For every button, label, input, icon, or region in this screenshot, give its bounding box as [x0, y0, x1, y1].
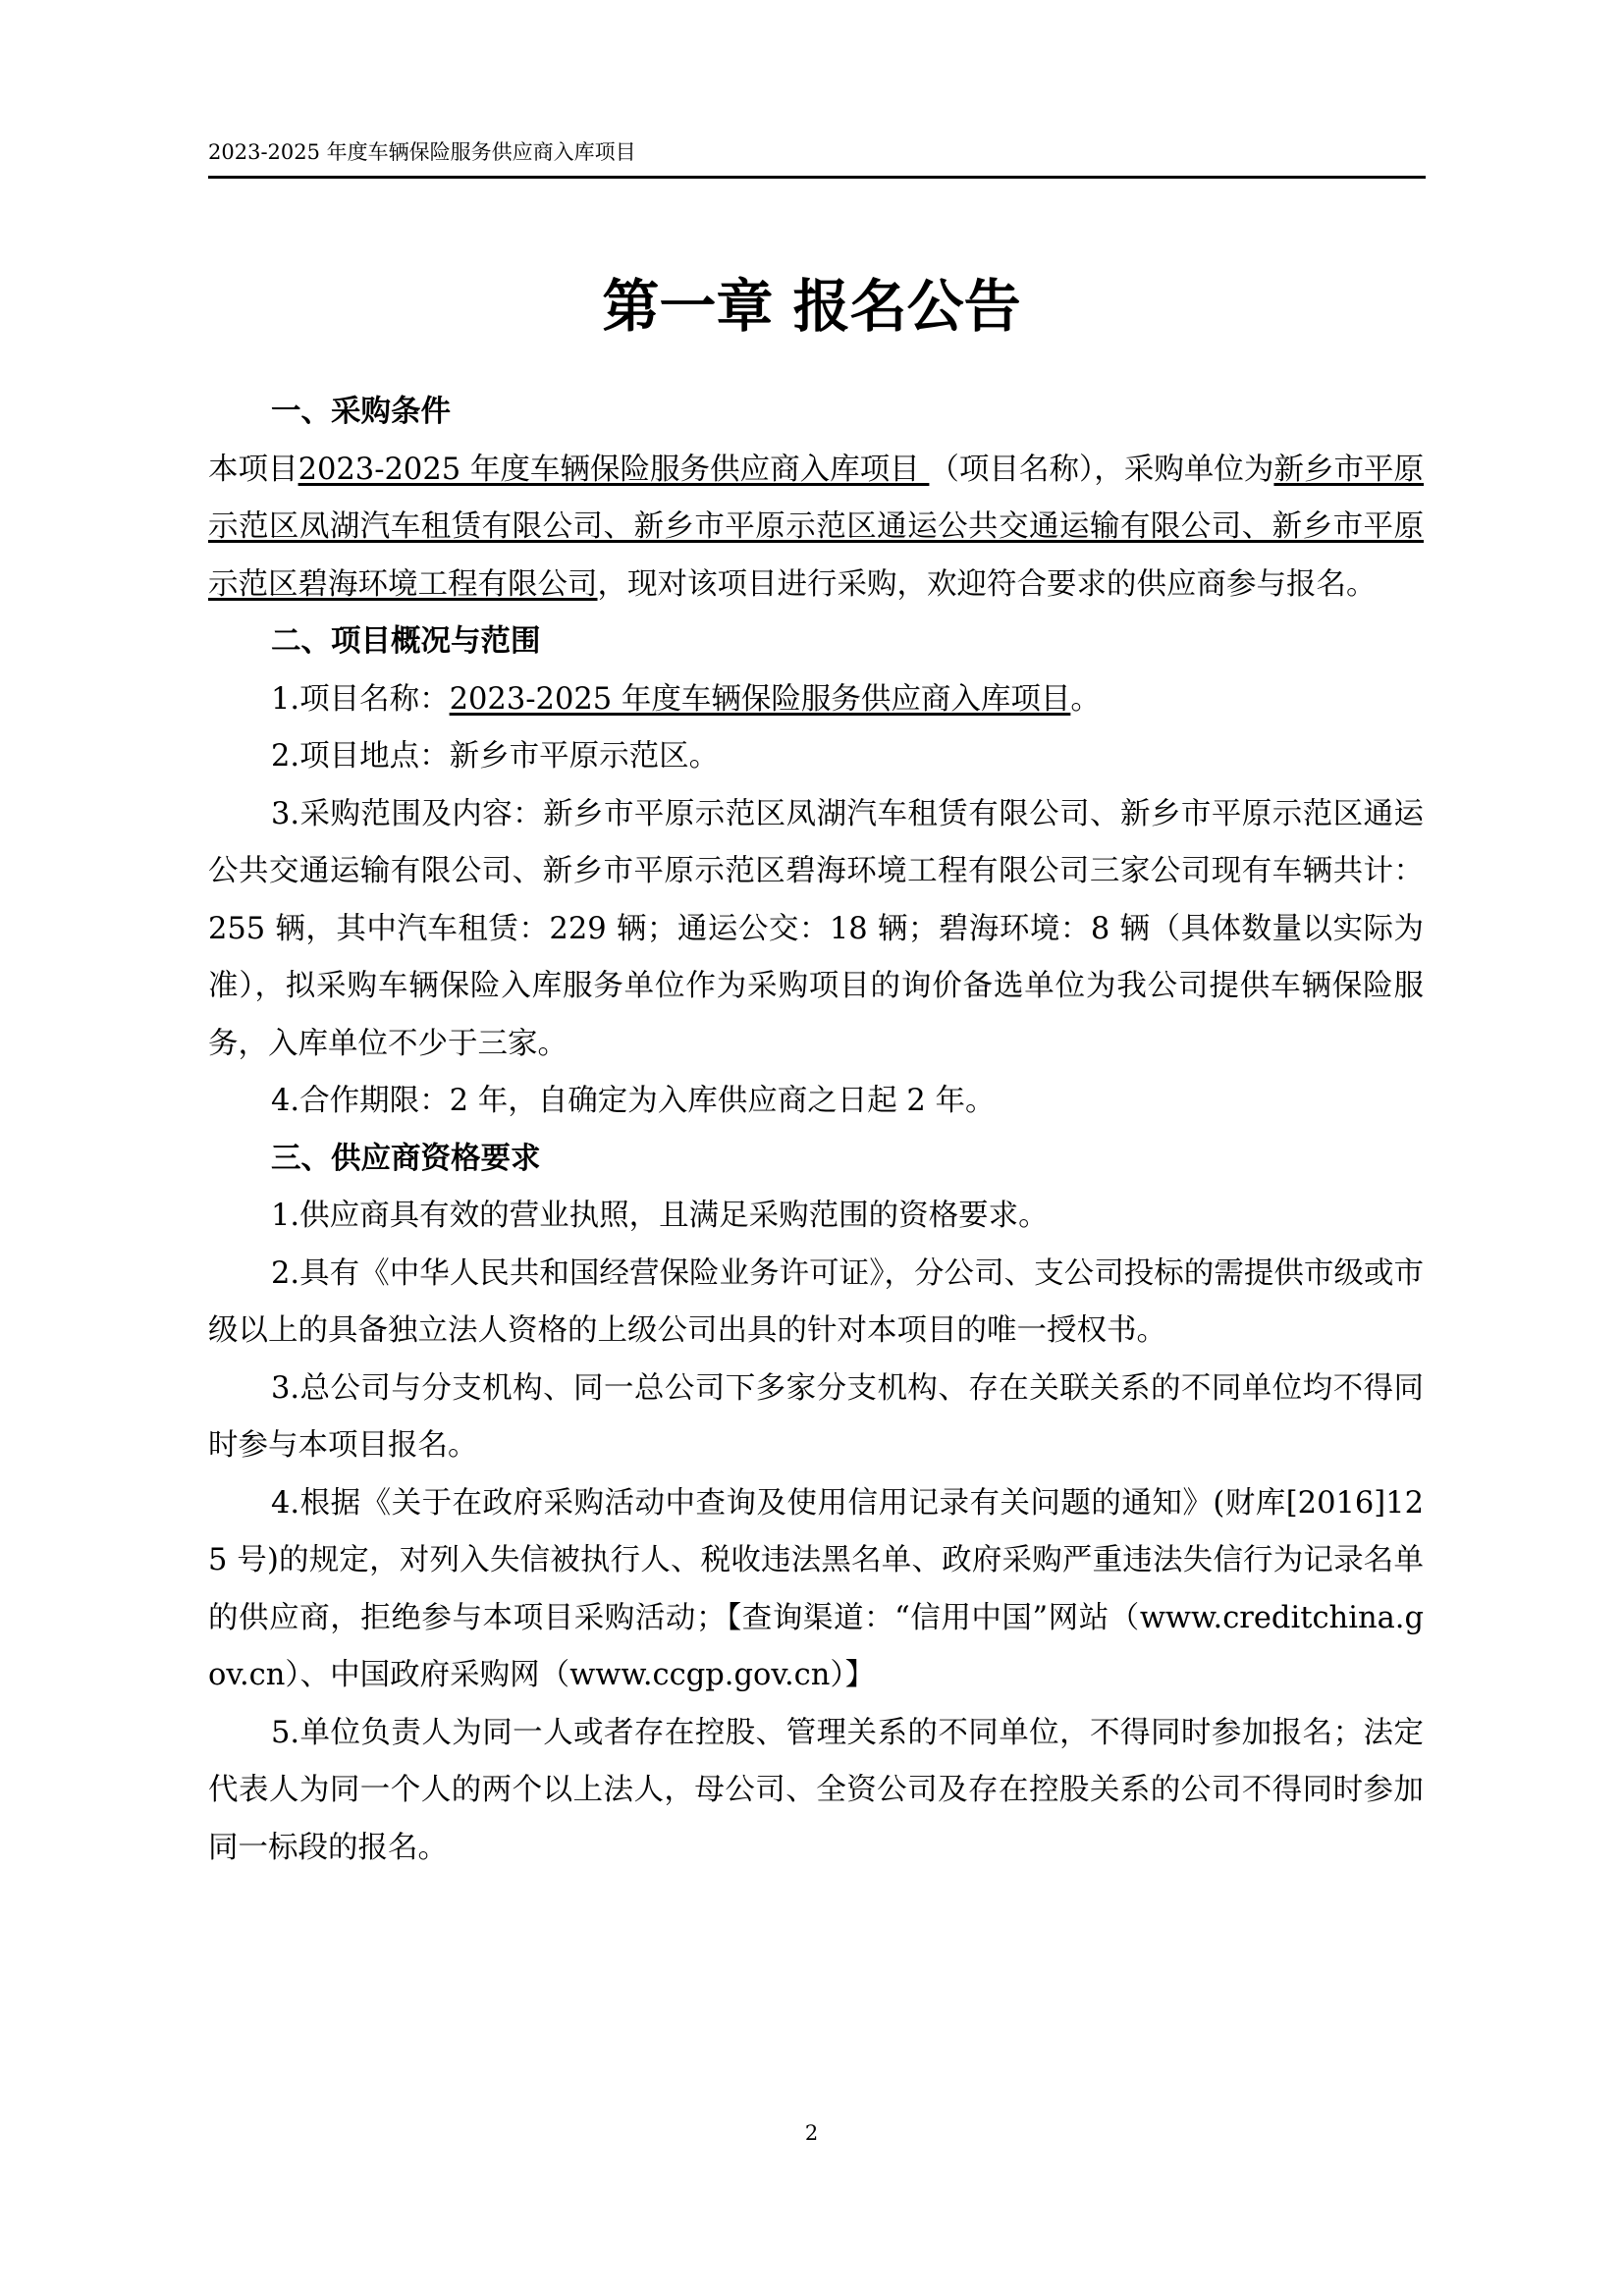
document-body — [208, 384, 1424, 1877]
chapter-title: 第一章 报名公告 — [602, 273, 1021, 340]
text-segment: 。 — [1070, 681, 1101, 717]
section-heading-overview-scope: 二、项目概况与范围 — [271, 624, 541, 659]
overview-item-4: 4.合作期限：2 年，自确定为入库供应商之日起 2 年。 — [271, 1084, 996, 1118]
overview-item-1 — [208, 671, 1424, 729]
overview-item-3: 3.采购范围及内容：新乡市平原示范区凤湖汽车租赁有限公司、新乡市平原示范区通运公共交通运输有限公司、新乡市平原示范区碧海环境工程有限公司三家公司现有车辆共计：255 辆，其中汽车租赁：229 辆；通运公交：18 辆；碧海环境：8 辆（具体数量以实际为准），拟采购车辆保险入库服务单位作为采购项目的询价备选单位为我公司提供车辆保险服务，入库单位不少于三家。 — [208, 796, 1424, 1061]
section-heading-supplier-qualifications: 三、供应商资格要求 — [271, 1141, 541, 1176]
text-segment: （项目名称），采购单位为 — [929, 452, 1274, 487]
text-segment: 本项目 — [208, 452, 298, 487]
section-heading-procurement-conditions: 一、采购条件 — [271, 395, 451, 429]
qualification-item-3: 3.总公司与分支机构、同一总公司下多家分支机构、存在关联关系的不同单位均不得同时参与本项目报名。 — [208, 1370, 1424, 1463]
project-name-underlined: 2023-2025 年度车辆保险服务供应商入库项目 — [449, 681, 1071, 717]
project-name-underlined: 2023-2025 年度车辆保险服务供应商入库项目 — [298, 452, 930, 487]
page-header — [208, 135, 1426, 179]
qualification-item-2: 2.具有《中华人民共和国经营保险业务许可证》，分公司、支公司投标的需提供市级或市级以上的具备独立法人资格的上级公司出具的针对本项目的唯一授权书。 — [208, 1255, 1424, 1348]
page-number: 2 — [804, 2121, 819, 2145]
purchasing-units-underlined: 新乡市平原示范区凤湖汽车租赁有限公司、新乡市平原示范区通运公共交通运输有限公司、新乡市平原示范区碧海环境工程有限公司 — [208, 452, 1425, 602]
text-segment: 1.项目名称： — [271, 681, 450, 717]
qualification-item-1: 1.供应商具有效的营业执照，且满足采购范围的资格要求。 — [271, 1199, 1049, 1233]
text-segment: ，现对该项目进行采购，欢迎符合要求的供应商参与报名。 — [597, 566, 1377, 602]
header-title: 2023-2025 年度车辆保险服务供应商入库项目 — [208, 140, 636, 164]
overview-item-2: 2.项目地点：新乡市平原示范区。 — [271, 739, 720, 774]
qualification-item-4: 4.根据《关于在政府采购活动中查询及使用信用记录有关问题的通知》(财库[2016]125 号)的规定，对列入失信被执行人、税收违法黑名单、政府采购严重违法失信行为记录名单的供应商，拒绝参与本项目采购活动；【查询渠道：“信用中国”网站（www.creditchina.gov.cn）、中国政府采购网（www.ccgp.gov.cn）】 — [208, 1485, 1424, 1692]
qualification-item-5: 5.单位负责人为同一人或者存在控股、管理关系的不同单位，不得同时参加报名；法定代表人为同一个人的两个以上法人，母公司、全资公司及存在控股关系的公司不得同时参加同一标段的报名。 — [208, 1715, 1424, 1865]
paragraph-procurement-conditions — [208, 442, 1424, 614]
